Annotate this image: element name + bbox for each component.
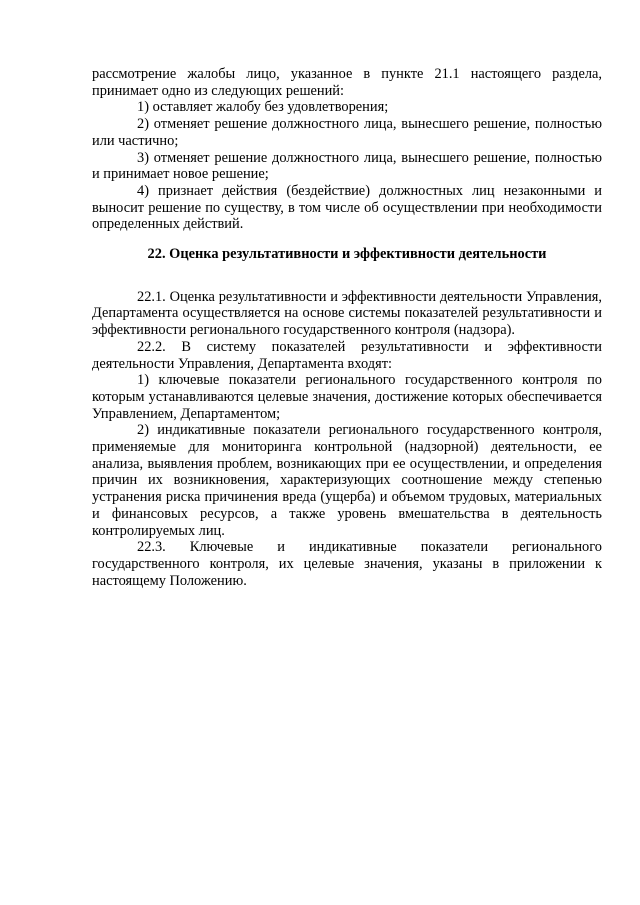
paragraph-decision-option-1: 1) оставляет жалобу без удовлетворения;: [137, 99, 389, 116]
paragraph-22-3: 22.3. Ключевые и индикативные показатели регионального государственного контроля, их целевые значения, указаны в приложении к настоящему Положению.: [92, 539, 602, 589]
paragraph-22-1: 22.1. Оценка результативности и эффективности деятельности Управления, Департамента осуществляется на основе системы показателей результативности и эффективности регионального государственного контроля (надзора).: [92, 288, 602, 339]
paragraph-decision-option-3: 3) отменяет решение должностного лица, вынесшего решение, полностью и принимает новое решение;: [92, 149, 602, 183]
section-22-heading: 22. Оценка результативности и эффективности деятельности: [147, 246, 547, 263]
paragraph-22-2-item-1: 1) ключевые показатели регионального государственного контроля по которым устанавливаются целевые значения, достижение которых обеспечивается Управлением, Департаментом;: [92, 372, 602, 422]
paragraph-decision-option-4: 4) признает действия (бездействие) должностных лиц незаконными и выносит решение по существу, в том числе об осуществлении при необходимости определенных действий.: [92, 182, 602, 233]
paragraph-complaint-decision-intro: рассмотрение жалобы лицо, указанное в пункте 21.1 настоящего раздела, принимает одно из следующих решений:: [92, 66, 602, 99]
paragraph-22-2-item-2: 2) индикативные показатели регионального государственного контроля, применяемые для мониторинга контрольной (надзорной) деятельности, ее анализа, выявления проблем, возникающих при ее осуществлении, и определения причин их возникновения, характеризующих соотношение между степенью устранения риска причинения вреда (ущерба) и объемом трудовых, материальных и финансовых ресурсов, а также уровень вмешательства в деятельность контролируемых лиц.: [92, 422, 602, 539]
document-page: [92, 66, 602, 589]
paragraph-22-2: 22.2. В систему показателей результативности и эффективности деятельности Управления, Департамента входят:: [92, 338, 602, 372]
paragraph-decision-option-2: 2) отменяет решение должностного лица, вынесшего решение, полностью или частично;: [92, 116, 602, 149]
